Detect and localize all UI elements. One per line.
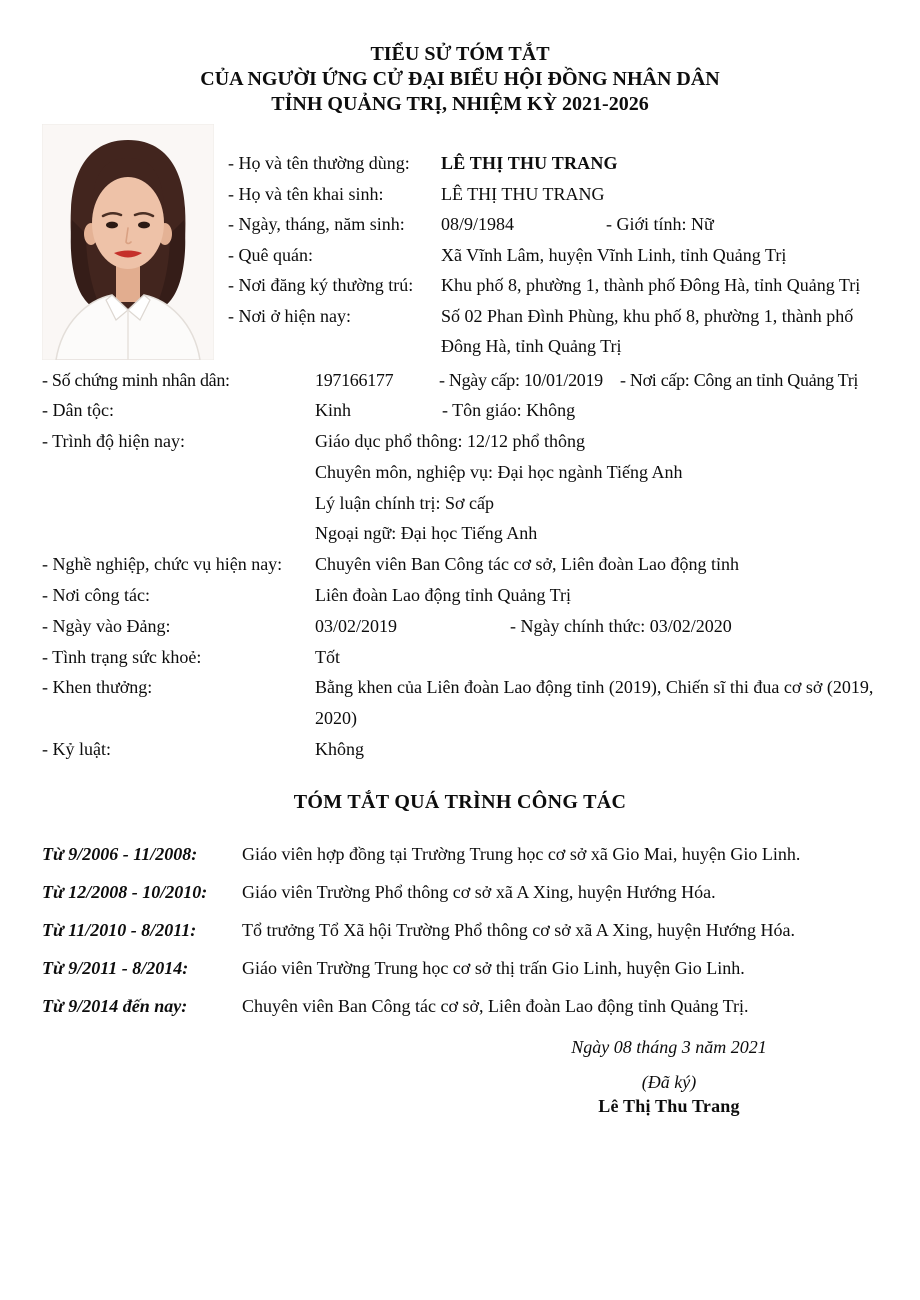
residence-label: - Nơi đăng ký thường trú: xyxy=(228,275,414,295)
birth-name-label: - Họ và tên khai sinh: xyxy=(228,183,384,204)
signature-block xyxy=(454,1037,884,1117)
awards-label: - Khen thưởng: xyxy=(42,677,153,698)
hometown-label: - Quê quán: xyxy=(228,244,313,265)
career-description: Giáo viên hợp đồng tại Trường Trung học cơ sở xã Gio Mai, huyện Gio Linh. xyxy=(242,843,801,864)
common-name-value: LÊ THỊ THU TRANG xyxy=(441,153,618,173)
career-row xyxy=(42,835,894,873)
occupation-value: Chuyên viên Ban Công tác cơ sở, Liên đoàn Lao động tỉnh xyxy=(315,554,739,575)
party-date-label: - Ngày vào Đảng: xyxy=(42,615,171,636)
spacer xyxy=(42,488,315,519)
career-row xyxy=(42,911,894,949)
career-row xyxy=(42,987,894,1025)
row-hometown xyxy=(228,240,894,271)
row-education-professional xyxy=(42,457,894,488)
religion-value: - Tôn giáo: Không xyxy=(442,400,576,421)
ethnicity-value-group xyxy=(315,395,894,426)
education-professional: Chuyên môn, nghiệp vụ: Đại học ngành Tiếng Anh xyxy=(315,461,683,482)
title-line-3: TỈNH QUẢNG TRỊ, NHIỆM KỲ 2021-2026 xyxy=(271,93,649,115)
health-value: Tốt xyxy=(315,646,340,667)
ethnicity-value: Kinh xyxy=(315,400,351,421)
dob-value: 08/9/1984 xyxy=(441,214,515,234)
birth-name-value: LÊ THỊ THU TRANG xyxy=(441,183,605,204)
row-residence xyxy=(228,270,894,301)
education-political: Lý luận chính trị: Sơ cấp xyxy=(315,492,494,513)
career-section-heading: TÓM TẮT QUÁ TRÌNH CÔNG TÁC xyxy=(293,790,627,813)
signature-date: Ngày 08 tháng 3 năm 2021 xyxy=(571,1036,767,1057)
row-id-card xyxy=(42,365,894,396)
awards-value: Bằng khen của Liên đoàn Lao động tỉnh (2019), Chiến sĩ thi đua cơ sở (2019, 2020) xyxy=(315,677,874,729)
career-description: Giáo viên Trường Phổ thông cơ sở xã A Xing, huyện Hướng Hóa. xyxy=(242,881,716,902)
row-education-language xyxy=(42,518,894,549)
id-number: 197166177 xyxy=(315,369,394,390)
residence-value: Khu phố 8, phường 1, thành phố Đông Hà, tỉnh Quảng Trị xyxy=(441,275,861,295)
row-education xyxy=(42,426,894,457)
health-label: - Tình trạng sức khoẻ: xyxy=(42,646,202,667)
identity-rows xyxy=(228,124,894,362)
row-dob xyxy=(228,209,894,240)
row-discipline xyxy=(42,734,894,765)
discipline-value: Không xyxy=(315,739,364,760)
career-period: Từ 12/2008 - 10/2010: xyxy=(42,881,208,902)
id-value-group xyxy=(315,365,894,396)
current-address-label: - Nơi ở hiện nay: xyxy=(228,305,352,326)
row-health xyxy=(42,642,894,673)
workplace-value: Liên đoàn Lao động tỉnh Quảng Trị xyxy=(315,585,571,606)
id-issue-place: - Nơi cấp: Công an tỉnh Quảng Trị xyxy=(620,369,859,390)
portrait-photo xyxy=(42,124,214,360)
row-birth-name xyxy=(228,179,894,210)
ethnicity-label: - Dân tộc: xyxy=(42,400,114,421)
row-workplace xyxy=(42,580,894,611)
row-education-political xyxy=(42,488,894,519)
spacer xyxy=(42,518,315,549)
signed-name: Lê Thị Thu Trang xyxy=(598,1095,740,1116)
detail-rows xyxy=(42,365,894,765)
dob-label: - Ngày, tháng, năm sinh: xyxy=(228,214,405,234)
education-language: Ngoại ngữ: Đại học Tiếng Anh xyxy=(315,523,538,544)
common-name-label: - Họ và tên thường dùng: xyxy=(228,153,410,173)
career-period: Từ 9/2006 - 11/2008: xyxy=(42,843,198,864)
career-description: Chuyên viên Ban Công tác cơ sở, Liên đoàn Lao động tỉnh Quảng Trị. xyxy=(242,995,749,1016)
career-row xyxy=(42,949,894,987)
row-party-date xyxy=(42,611,894,642)
party-date-value: 03/02/2019 xyxy=(315,615,398,636)
spacer xyxy=(42,457,315,488)
id-issue-date: - Ngày cấp: 10/01/2019 xyxy=(439,369,603,390)
signed-note: (Đã ký) xyxy=(641,1071,697,1092)
occupation-label: - Nghề nghiệp, chức vụ hiện nay: xyxy=(42,554,283,575)
education-label: - Trình độ hiện nay: xyxy=(42,431,186,452)
education-general: Giáo dục phổ thông: 12/12 phổ thông xyxy=(315,431,585,452)
career-row xyxy=(42,873,894,911)
title-line-1: TIỂU SỬ TÓM TẮT xyxy=(370,43,550,65)
career-period: Từ 9/2011 - 8/2014: xyxy=(42,957,189,978)
career-description: Tổ trưởng Tổ Xã hội Trường Phổ thông cơ sở xã A Xing, huyện Hướng Hóa. xyxy=(242,919,796,940)
top-section xyxy=(42,124,894,362)
hometown-value: Xã Vĩnh Lâm, huyện Vĩnh Linh, tỉnh Quảng Trị xyxy=(441,244,787,265)
party-official-date: - Ngày chính thức: 03/02/2020 xyxy=(510,615,732,636)
title-line-2: CỦA NGƯỜI ỨNG CỬ ĐẠI BIỂU HỘI ĐỒNG NHÂN DÂN xyxy=(200,68,720,90)
row-common-name xyxy=(228,148,894,179)
workplace-label: - Nơi công tác: xyxy=(42,585,150,606)
row-awards xyxy=(42,672,894,734)
current-address-value: Số 02 Phan Đình Phùng, khu phố 8, phường 1, thành phố Đông Hà, tỉnh Quảng Trị xyxy=(441,305,854,356)
career-rows xyxy=(42,835,894,1025)
portrait-photo-illustration xyxy=(42,124,214,360)
career-period: Từ 11/2010 - 8/2011: xyxy=(42,919,197,940)
row-current-address xyxy=(228,301,894,362)
career-period: Từ 9/2014 đến nay: xyxy=(42,995,188,1016)
career-description: Giáo viên Trường Trung học cơ sở thị trấn Gio Linh, huyện Gio Linh. xyxy=(242,957,745,978)
row-ethnicity xyxy=(42,395,894,426)
row-occupation xyxy=(42,549,894,580)
dob-value-group xyxy=(441,209,894,240)
party-date-group xyxy=(315,611,894,642)
id-label: - Số chứng minh nhân dân: xyxy=(42,369,230,390)
discipline-label: - Kỷ luật: xyxy=(42,739,111,760)
document-title xyxy=(0,0,920,117)
gender-value: - Giới tính: Nữ xyxy=(606,214,714,234)
